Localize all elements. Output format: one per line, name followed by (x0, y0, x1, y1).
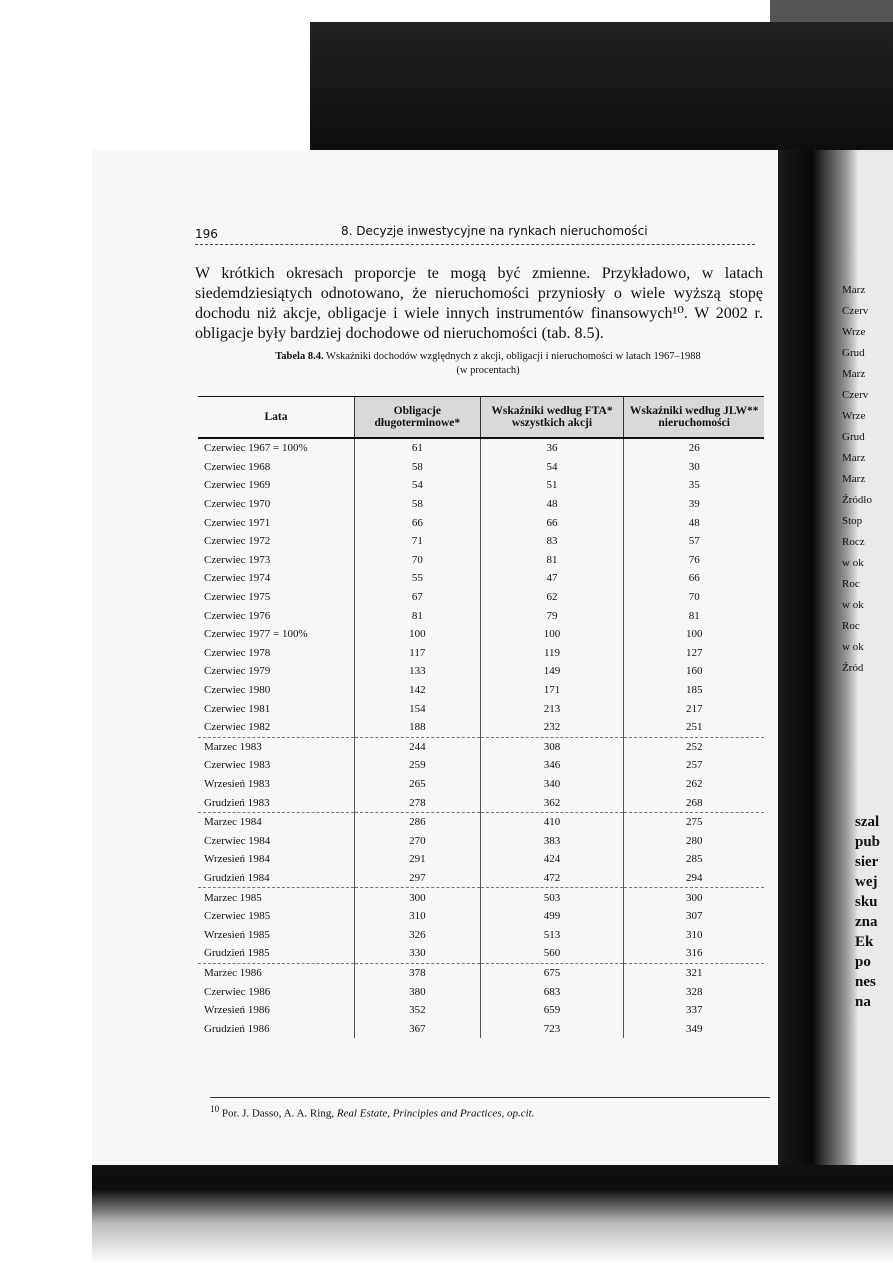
row-jlw: 48 (624, 513, 764, 532)
row-year: Czerwiec 1979 (204, 665, 271, 678)
page-number: 196 (195, 227, 218, 241)
row-jlw: 280 (624, 831, 764, 850)
table-caption-sub: (w procentach) (456, 365, 520, 376)
row-year: Wrzesień 1984 (204, 853, 270, 866)
table-row (198, 831, 764, 850)
row-jlw: 285 (624, 850, 764, 869)
table-caption-text: Wskaźniki dochodów względnych z akcji, obligacji i nieruchomości w latach 1967–1988 (326, 351, 701, 362)
row-jlw: 251 (624, 718, 764, 737)
row-fta: 48 (480, 495, 624, 514)
row-year: Czerwiec 1969 (204, 479, 271, 492)
row-year: Czerwiec 1977 = 100% (204, 628, 308, 641)
table-row (198, 793, 764, 812)
table-row (198, 869, 764, 888)
row-year: Czerwiec 1970 (204, 498, 271, 511)
row-fta: 675 (480, 963, 624, 982)
row-jlw: 185 (624, 681, 764, 700)
table-body (198, 438, 764, 1038)
row-bonds: 70 (355, 551, 481, 570)
fragment-line: Roc (842, 578, 860, 590)
fragment-line: szal (855, 814, 880, 830)
row-fta: 424 (480, 850, 624, 869)
scan-shadow-bottom (92, 1165, 893, 1263)
row-year: Czerwiec 1968 (204, 460, 271, 473)
row-bonds: 133 (355, 662, 481, 681)
row-bonds: 55 (355, 569, 481, 588)
table-row (198, 513, 764, 532)
table-row (198, 775, 764, 794)
row-year: Czerwiec 1975 (204, 591, 271, 604)
header-jlw: Wskaźniki według JLW** nieruchomości (624, 397, 764, 439)
row-jlw: 257 (624, 756, 764, 775)
row-year: Czerwiec 1983 (204, 759, 271, 772)
header-years: Lata (198, 397, 355, 439)
row-fta: 100 (480, 625, 624, 644)
row-bonds: 326 (355, 925, 481, 944)
table-row (198, 925, 764, 944)
row-jlw: 217 (624, 699, 764, 718)
row-fta: 119 (480, 644, 624, 663)
row-year: Grudzień 1984 (204, 871, 270, 884)
fragment-line: Czerv (842, 305, 869, 317)
row-year: Grudzień 1983 (204, 796, 270, 809)
row-bonds: 81 (355, 606, 481, 625)
row-fta: 383 (480, 831, 624, 850)
scan-shadow-topright (770, 0, 893, 22)
page-header (195, 224, 755, 245)
fragment-line: Marz (842, 368, 866, 380)
row-year: Wrzesień 1985 (204, 928, 270, 941)
row-bonds: 244 (355, 737, 481, 756)
row-year: Marzec 1986 (198, 963, 355, 982)
row-fta: 410 (480, 812, 624, 831)
row-bonds: 265 (355, 775, 481, 794)
row-fta: 308 (480, 737, 624, 756)
fragment-line: po (855, 954, 871, 970)
fragment-line: Marz (842, 284, 866, 296)
fragment-line: Ek (855, 934, 874, 950)
table-row (198, 625, 764, 644)
table-row (198, 907, 764, 926)
fragment-line: Źródło (842, 494, 872, 506)
table-caption (218, 350, 758, 378)
footnote-prefix: Por. J. Dasso, A. A. Ring, (221, 1107, 337, 1120)
row-year: Grudzień 1986 (204, 1022, 270, 1035)
row-jlw: 268 (624, 793, 764, 812)
row-jlw: 81 (624, 606, 764, 625)
row-year: Czerwiec 1978 (204, 646, 271, 659)
row-year: Czerwiec 1981 (204, 702, 271, 715)
row-jlw: 66 (624, 569, 764, 588)
row-jlw: 57 (624, 532, 764, 551)
table-row (198, 850, 764, 869)
row-jlw: 337 (624, 1001, 764, 1020)
row-bonds: 367 (355, 1019, 481, 1038)
fragment-line: pub (855, 834, 881, 850)
row-jlw: 70 (624, 588, 764, 607)
fragment-line: zna (855, 914, 878, 930)
row-bonds: 58 (355, 458, 481, 477)
fragment-line: Grud (842, 347, 865, 359)
fragment-line: Marz (842, 452, 866, 464)
row-fta: 51 (480, 476, 624, 495)
table-row (198, 662, 764, 681)
row-fta: 54 (480, 458, 624, 477)
row-bonds: 270 (355, 831, 481, 850)
row-year: Grudzień 1985 (204, 947, 270, 960)
row-fta: 66 (480, 513, 624, 532)
row-fta: 81 (480, 551, 624, 570)
table-row (198, 495, 764, 514)
table-row (198, 888, 764, 907)
row-fta: 83 (480, 532, 624, 551)
row-fta: 499 (480, 907, 624, 926)
fragment-line: Marz (842, 473, 866, 485)
row-bonds: 330 (355, 944, 481, 963)
row-fta: 47 (480, 569, 624, 588)
row-year: Czerwiec 1984 (204, 834, 271, 847)
row-jlw: 39 (624, 495, 764, 514)
row-fta: 472 (480, 869, 624, 888)
row-bonds: 188 (355, 718, 481, 737)
row-jlw: 275 (624, 812, 764, 831)
row-jlw: 127 (624, 644, 764, 663)
table-row (198, 438, 764, 458)
row-bonds: 67 (355, 588, 481, 607)
row-fta: 213 (480, 699, 624, 718)
fragment-line: w ok (842, 557, 864, 569)
row-jlw: 294 (624, 869, 764, 888)
fragment-line: w ok (842, 599, 864, 611)
fragment-line: Źród (842, 662, 864, 674)
table-row (198, 569, 764, 588)
footnote (210, 1097, 770, 1120)
fragment-line: Roc (842, 620, 860, 632)
fragment-line: Wrze (842, 326, 866, 338)
row-bonds: 61 (355, 438, 481, 458)
row-jlw: 35 (624, 476, 764, 495)
row-bonds: 154 (355, 699, 481, 718)
fragment-line: wej (855, 874, 878, 890)
row-fta: 362 (480, 793, 624, 812)
adjacent-page-text-fragment (855, 812, 893, 1012)
table-row (198, 644, 764, 663)
row-fta: 62 (480, 588, 624, 607)
row-year: Wrzesień 1983 (204, 777, 270, 790)
table-row (198, 737, 764, 756)
row-bonds: 352 (355, 1001, 481, 1020)
row-year: Czerwiec 1985 (204, 910, 271, 923)
fragment-line: Rocz (842, 536, 865, 548)
row-year: Marzec 1985 (198, 888, 355, 907)
row-fta: 232 (480, 718, 624, 737)
row-bonds: 100 (355, 625, 481, 644)
row-bonds: 291 (355, 850, 481, 869)
fragment-line: Czerv (842, 389, 869, 401)
table-row (198, 699, 764, 718)
table-row (198, 476, 764, 495)
table-row (198, 458, 764, 477)
fragment-line: sku (855, 894, 878, 910)
row-fta: 560 (480, 944, 624, 963)
table-header-row (198, 397, 764, 439)
row-jlw: 316 (624, 944, 764, 963)
returns-table (198, 396, 764, 1038)
row-year: Czerwiec 1971 (204, 516, 271, 529)
scan-shadow-top (310, 22, 893, 152)
row-year: Czerwiec 1986 (204, 985, 271, 998)
table-caption-label: Tabela 8.4. (275, 351, 324, 362)
table-row (198, 532, 764, 551)
table-row (198, 551, 764, 570)
table-row (198, 1001, 764, 1020)
row-bonds: 300 (355, 888, 481, 907)
row-fta: 659 (480, 1001, 624, 1020)
row-year: Marzec 1983 (198, 737, 355, 756)
row-year: Czerwiec 1967 = 100% (204, 442, 308, 455)
row-bonds: 259 (355, 756, 481, 775)
adjacent-page-table-fragment (842, 280, 893, 800)
row-jlw: 262 (624, 775, 764, 794)
fragment-line: Wrze (842, 410, 866, 422)
chapter-title: 8. Decyzje inwestycyjne na rynkach nieruchomości (341, 224, 648, 238)
row-year: Czerwiec 1976 (204, 609, 271, 622)
row-jlw: 252 (624, 737, 764, 756)
row-fta: 171 (480, 681, 624, 700)
row-year: Czerwiec 1972 (204, 535, 271, 548)
fragment-line: w ok (842, 641, 864, 653)
row-year: Czerwiec 1980 (204, 684, 271, 697)
row-bonds: 117 (355, 644, 481, 663)
row-fta: 723 (480, 1019, 624, 1038)
row-fta: 683 (480, 982, 624, 1001)
row-jlw: 328 (624, 982, 764, 1001)
table-row (198, 982, 764, 1001)
row-jlw: 321 (624, 963, 764, 982)
row-jlw: 160 (624, 662, 764, 681)
row-jlw: 310 (624, 925, 764, 944)
row-fta: 149 (480, 662, 624, 681)
row-year: Wrzesień 1986 (204, 1004, 270, 1017)
table-row (198, 756, 764, 775)
row-bonds: 380 (355, 982, 481, 1001)
row-bonds: 310 (355, 907, 481, 926)
footnote-mark: 10 (210, 1104, 220, 1114)
row-year: Czerwiec 1973 (204, 553, 271, 566)
row-jlw: 100 (624, 625, 764, 644)
fragment-line: nes (855, 974, 876, 990)
row-bonds: 142 (355, 681, 481, 700)
table-row (198, 1019, 764, 1038)
row-bonds: 58 (355, 495, 481, 514)
body-paragraph: W krótkich okresach proporcje te mogą być zmienne. Przykładowo, w latach siedemdziesiątych odnotowano, że nieruchomości przyniosły o wiele wyższą stopę dochodu niż akcje, obligacje i wiele innych instrumentów finansowych¹⁰. W 2002 r. obligacje były bardziej dochodowe od nieruchomości (tab. 8.5). (195, 265, 763, 342)
row-bonds: 297 (355, 869, 481, 888)
row-jlw: 307 (624, 907, 764, 926)
row-bonds: 278 (355, 793, 481, 812)
row-bonds: 54 (355, 476, 481, 495)
row-jlw: 349 (624, 1019, 764, 1038)
row-fta: 346 (480, 756, 624, 775)
row-fta: 79 (480, 606, 624, 625)
table-row (198, 944, 764, 963)
row-jlw: 26 (624, 438, 764, 458)
table-row (198, 718, 764, 737)
fragment-line: sier (855, 854, 879, 870)
row-year: Czerwiec 1982 (204, 721, 271, 734)
table-row (198, 963, 764, 982)
row-fta: 340 (480, 775, 624, 794)
row-bonds: 71 (355, 532, 481, 551)
table-row (198, 812, 764, 831)
row-bonds: 286 (355, 812, 481, 831)
row-jlw: 300 (624, 888, 764, 907)
row-year: Czerwiec 1974 (204, 572, 271, 585)
fragment-line: Grud (842, 431, 865, 443)
footnote-title: Real Estate, Principles and Practices, op.cit. (336, 1107, 535, 1120)
row-jlw: 30 (624, 458, 764, 477)
header-fta: Wskaźniki według FTA* wszystkich akcji (480, 397, 624, 439)
header-bonds: Obligacje długoterminowe* (355, 397, 481, 439)
row-fta: 513 (480, 925, 624, 944)
table-row (198, 588, 764, 607)
table-row (198, 681, 764, 700)
row-jlw: 76 (624, 551, 764, 570)
row-fta: 36 (480, 438, 624, 458)
row-year: Marzec 1984 (198, 812, 355, 831)
row-fta: 503 (480, 888, 624, 907)
row-bonds: 66 (355, 513, 481, 532)
fragment-line: na (855, 994, 871, 1010)
row-bonds: 378 (355, 963, 481, 982)
table-row (198, 606, 764, 625)
fragment-line: Stop (842, 515, 863, 527)
